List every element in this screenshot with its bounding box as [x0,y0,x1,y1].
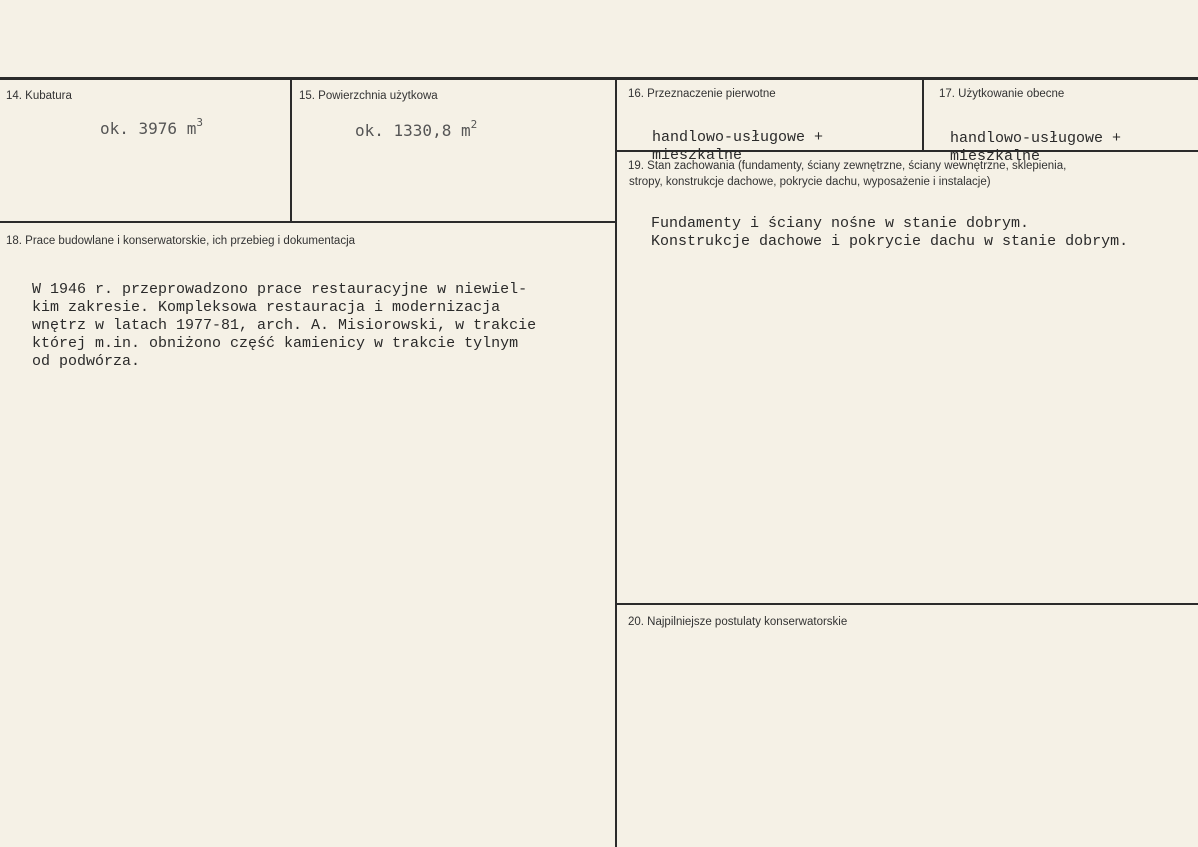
divider-16-17 [922,78,924,151]
field-17-value-line: mieszkalne [950,148,1041,165]
divider-14-15 [290,78,292,222]
field-16-value-line: mieszkalne [652,147,743,164]
field-18-label: 18. Prace budowlane i konserwatorskie, ich przebieg i dokumentacja [6,235,356,247]
field-19-label-line: 19. Stan zachowania (fundamenty, ściany zewnętrzne, ściany wewnętrzne, sklepienia, [628,160,1067,172]
rule-below-14-15 [0,221,616,223]
field-16-value [652,111,823,165]
rule-above-20 [616,603,1198,605]
field-18-value-line: od podwórza. [32,353,141,370]
field-14-label: 14. Kubatura [6,90,72,102]
field-18-value-line: wnętrz w latach 1977-81, arch. A. Misiorowski, w trakcie [32,317,537,334]
field-18-value-line: której m.in. obniżono część kamienicy w trakcie tylnym [32,335,519,352]
top-rule [0,77,1198,80]
field-15-label: 15. Powierzchnia użytkowa [299,90,438,102]
field-14-value-sup: 3 [196,116,203,129]
field-18-value-line: kim zakresie. Kompleksowa restauracja i modernizacja [32,299,501,316]
field-16-label: 16. Przeznaczenie pierwotne [628,88,776,100]
field-19-value-line: Konstrukcje dachowe i pokrycie dachu w stanie dobrym. [651,233,1129,250]
field-15-value [355,118,478,140]
field-18-value-line: W 1946 r. przeprowadzono prace restauracyjne w niewiel- [32,281,528,298]
field-18-value [32,263,536,371]
field-15-value-text: ok. 1330,8 m [355,121,471,140]
field-19-label-line: stropy, konstrukcje dachowe, pokrycie dachu, wyposażenie i instalacje) [629,176,991,188]
field-17-label: 17. Użytkowanie obecne [939,88,1065,100]
field-19-label [628,158,1066,190]
field-14-value-text: ok. 3976 m [100,119,197,138]
field-16-value-line: handlowo-usługowe + [652,129,824,146]
field-15-value-sup: 2 [470,118,478,131]
field-19-value [651,197,1128,251]
divider-left-right [615,78,617,847]
field-17-value-line: handlowo-usługowe + [950,130,1122,147]
field-20-label: 20. Najpilniejsze postulaty konserwatorskie [628,616,848,628]
field-14-value [100,116,203,138]
field-19-value-line: Fundamenty i ściany nośne w stanie dobrym. [651,215,1030,232]
